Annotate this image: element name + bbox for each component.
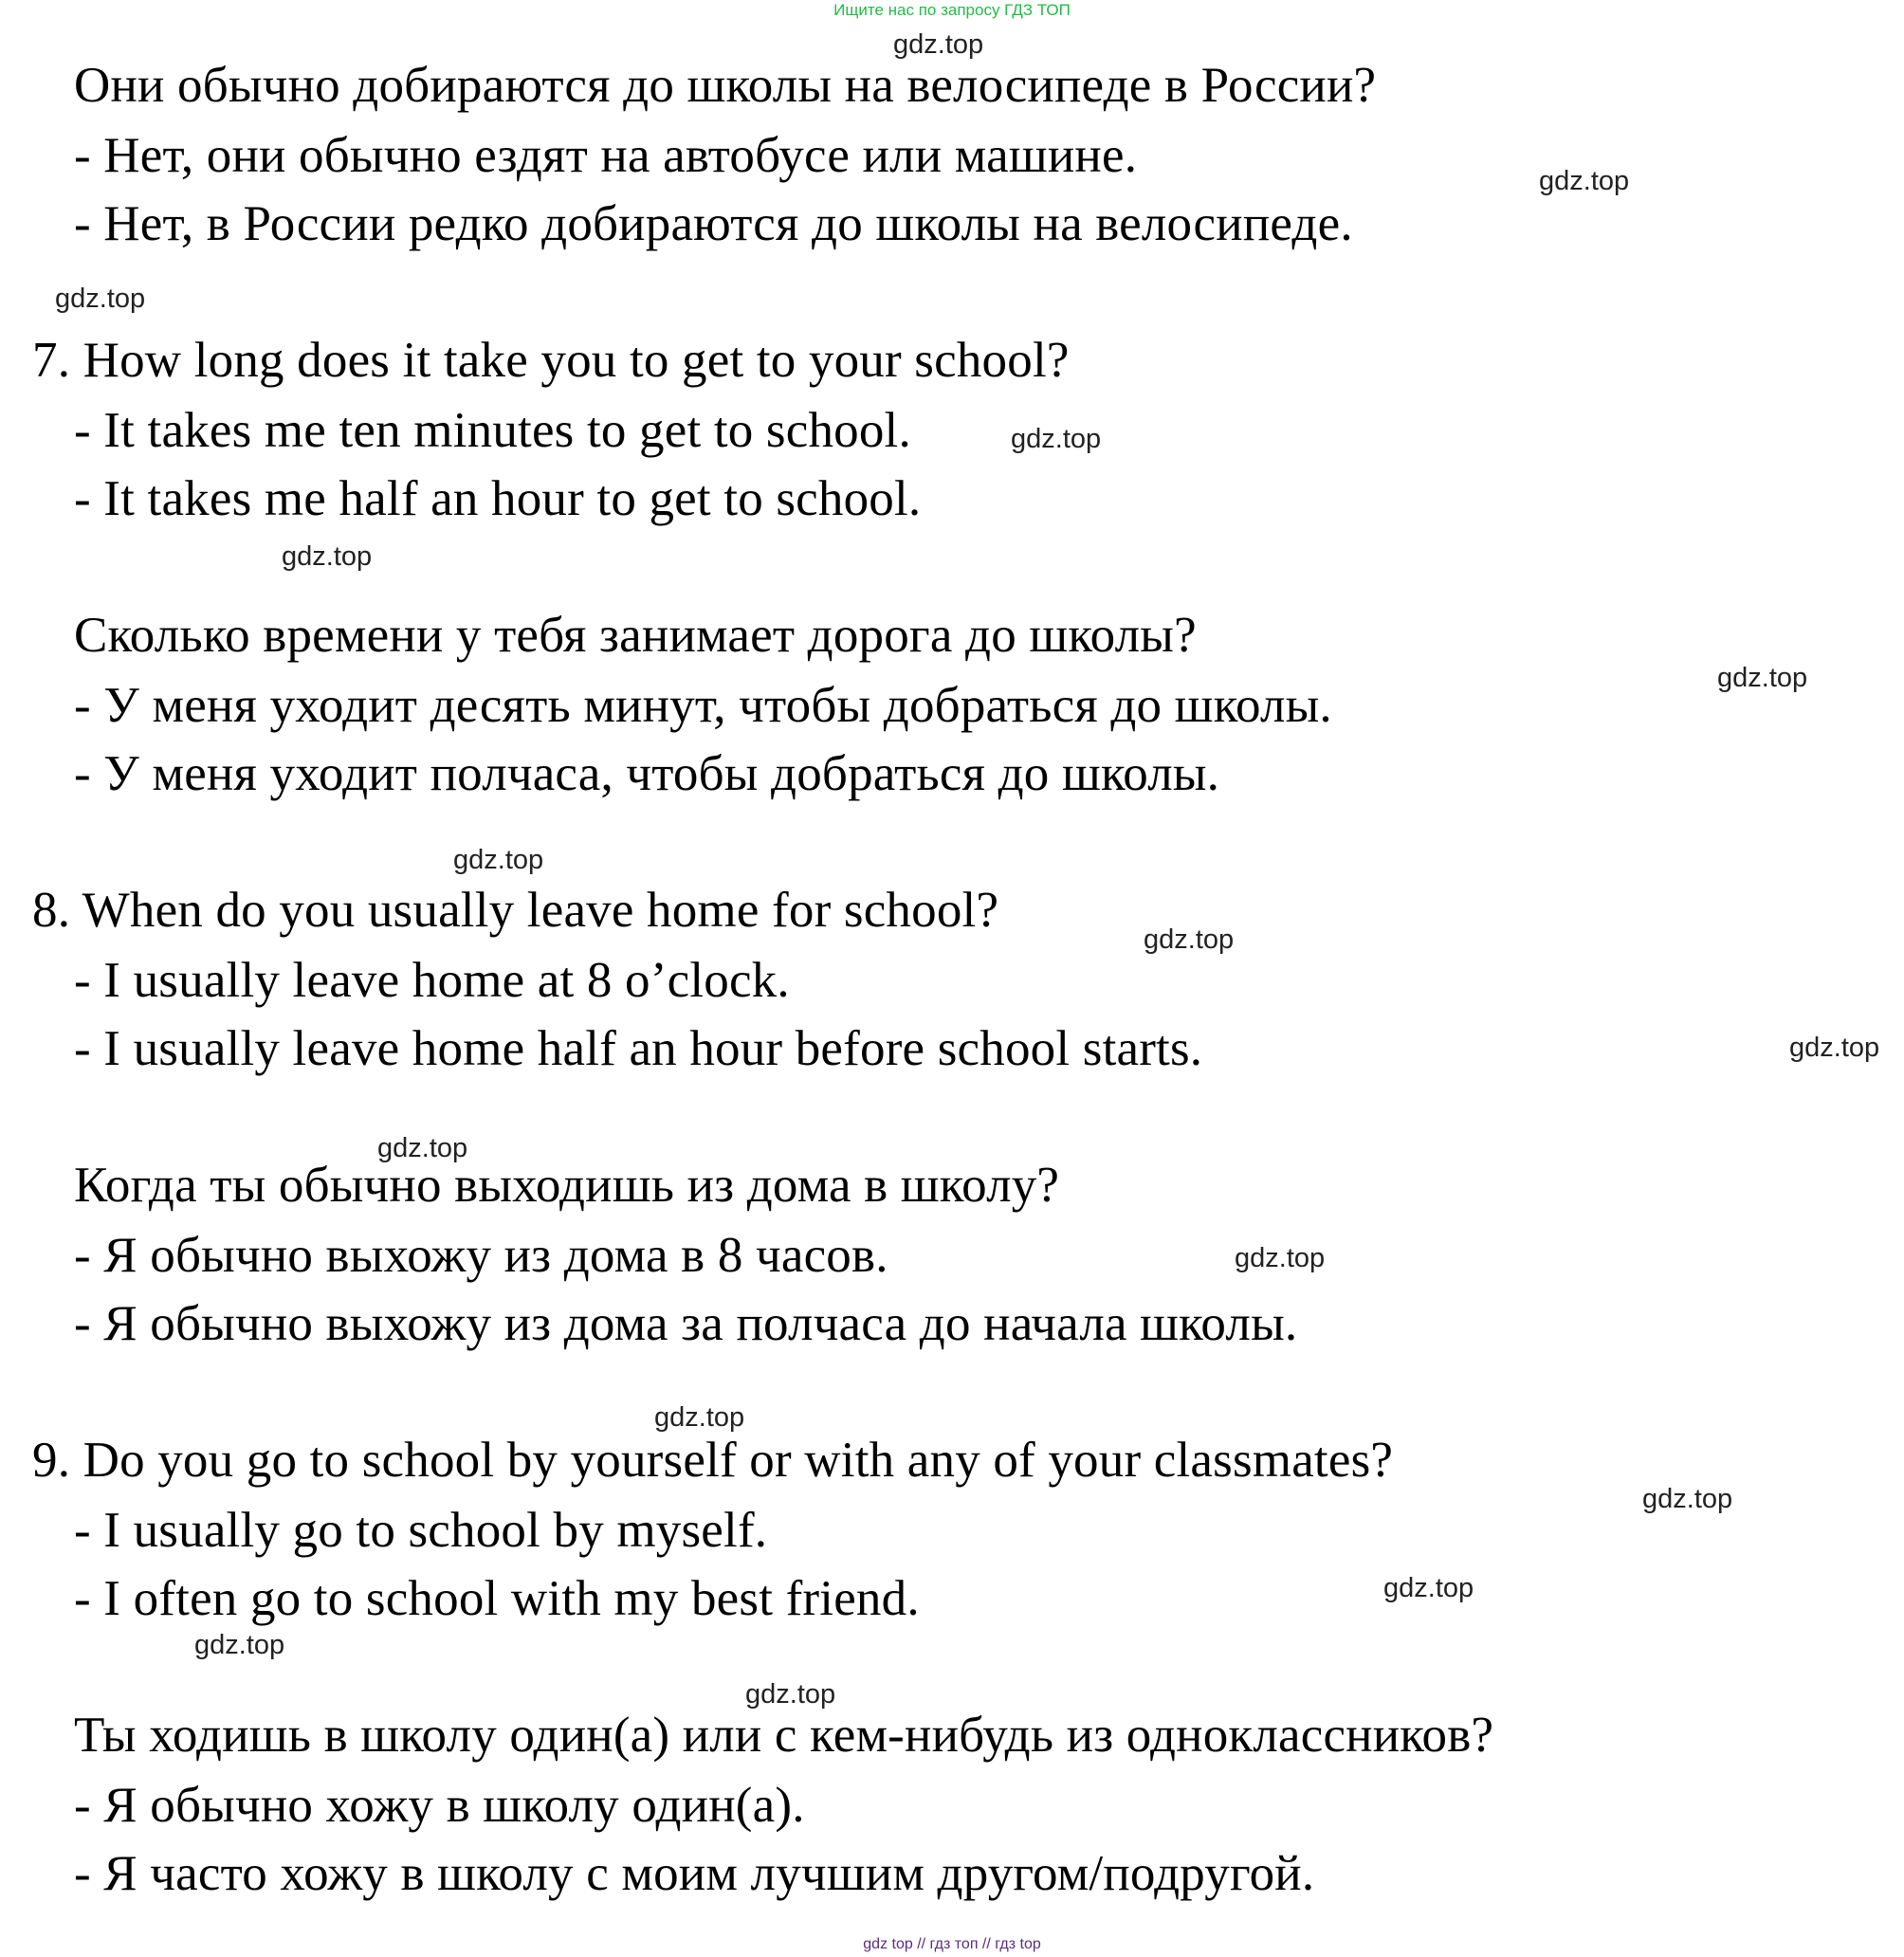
text-line: - I often go to school with my best friend.	[74, 1571, 920, 1626]
question-8: 8. When do you usually leave home for school?	[32, 883, 999, 938]
watermark: gdz.top	[1717, 663, 1808, 693]
text-line: - I usually leave home at 8 o’clock.	[74, 953, 790, 1008]
text-line: - Я обычно выхожу из дома за полчаса до начала школы.	[74, 1296, 1298, 1351]
watermark: gdz.top	[1789, 1033, 1880, 1063]
text-line: Ты ходишь в школу один(а) или с кем-нибудь из одноклассников?	[74, 1708, 1494, 1763]
text-line: - Нет, они обычно ездят на автобусе или машине.	[74, 128, 1138, 183]
watermark: gdz.top	[1539, 166, 1630, 196]
text-line: - I usually leave home half an hour before school starts.	[74, 1021, 1203, 1076]
text-line: Когда ты обычно выходишь из дома в школу?	[74, 1158, 1060, 1213]
watermark: gdz.top	[282, 541, 373, 572]
text-line: - Я обычно хожу в школу один(а).	[74, 1778, 805, 1833]
watermark: gdz.top	[453, 845, 544, 875]
text-line: - У меня уходит десять минут, чтобы добраться до школы.	[74, 678, 1332, 733]
text-line: - У меня уходит полчаса, чтобы добраться до школы.	[74, 746, 1220, 801]
text-line: - Нет, в России редко добираются до школы на велосипеде.	[74, 196, 1353, 251]
watermark: gdz.top	[1642, 1484, 1733, 1514]
text-line: - I usually go to school by myself.	[74, 1503, 768, 1558]
watermark: gdz.top	[745, 1679, 836, 1710]
watermark: gdz.top	[1235, 1243, 1326, 1273]
bottom-banner: gdz top // гдз топ // гдз top	[863, 1936, 1041, 1952]
top-banner: Ищите нас по запросу ГДЗ ТОП	[833, 1, 1071, 19]
watermark: gdz.top	[1383, 1573, 1474, 1603]
watermark: gdz.top	[654, 1402, 745, 1433]
watermark: gdz.top	[1144, 924, 1235, 955]
text-line: - It takes me ten minutes to get to school.	[74, 403, 911, 458]
watermark: gdz.top	[55, 283, 146, 314]
question-9: 9. Do you go to school by yourself or with any of your classmates?	[32, 1433, 1394, 1488]
text-line: - It takes me half an hour to get to school.	[74, 471, 922, 526]
watermark: gdz.top	[194, 1630, 285, 1660]
watermark: gdz.top	[377, 1133, 468, 1163]
text-line: Они обычно добираются до школы на велосипеде в России?	[74, 58, 1377, 113]
text-line: - Я часто хожу в школу с моим лучшим другом/подругой.	[74, 1846, 1315, 1901]
watermark: gdz.top	[893, 29, 984, 60]
question-7: 7. How long does it take you to get to your school?	[32, 333, 1070, 388]
watermark: gdz.top	[1011, 424, 1102, 454]
text-line: - Я обычно выхожу из дома в 8 часов.	[74, 1228, 888, 1283]
text-line: Сколько времени у тебя занимает дорога до школы?	[74, 608, 1197, 663]
